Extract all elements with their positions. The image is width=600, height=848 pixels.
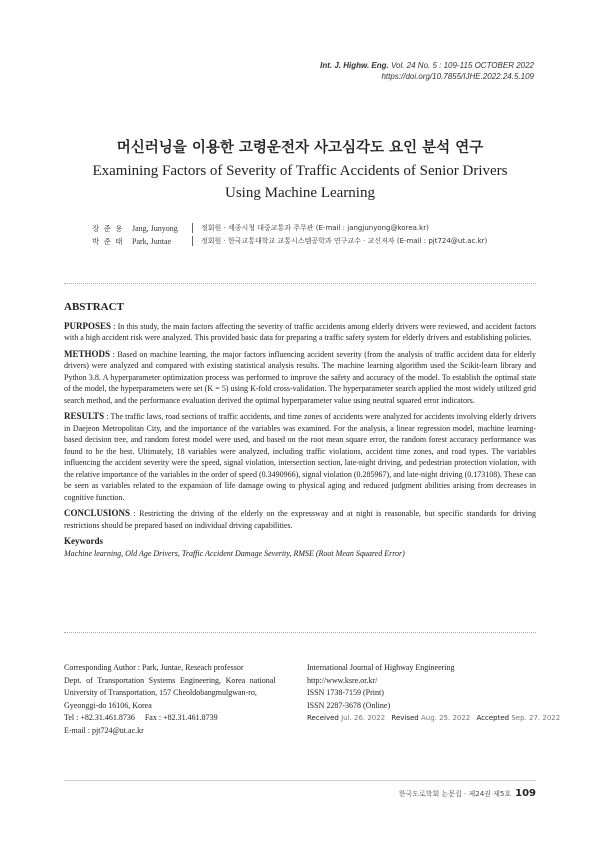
correspondence-line: Gyeonggi-do 16106, Korea [64, 700, 152, 710]
author-separator [192, 223, 201, 233]
results-text: : The traffic laws, road sections of traffic accidents, and time zones of accidents were analyzed for accidents involving elderly drivers in Daejeon Metropolitan City, and the importance of the variables was examined. For the analysis, a linear regression model, machine learning-based decision tree, and random forest model were used, and based on the root mean square error, the random forest accuracy performance was found to be the best. Ultimately, 18 variables were analyzed, including traffic violations, accident time zones, and road types. The variables influencing the accident severity were the speed, signal violation, intersection section, late-night driving, and pedestrian protection violation, with the relative importance of the variables in the order of speed (0.3490966), signal violation (0.285967), and late-night driving (0.173108). These can be seen as variables related to the expansion of life damage owing to physical aging and reduced judgment abilities arising from decreases in cognitive function. [64, 412, 536, 502]
methods-paragraph [64, 349, 536, 407]
journal-info-block [307, 662, 564, 725]
correspondence-email[interactable]: E-mail : pjt724@ut.ac.kr [64, 725, 144, 735]
author-english-name: Park, Juntae [132, 237, 172, 246]
korean-title: 머신러닝을 이용한 고령운전자 사고심각도 요인 분석 연구 [116, 140, 484, 156]
english-title-line1: Examining Factors of Severity of Traffic Accidents of Senior Drivers [92, 163, 508, 179]
keywords-text: Machine learning, Old Age Drivers, Traffic Accident Damage Severity, RMSE (Root Mean Squared Error) [64, 548, 405, 558]
author-affiliation: 정회원 · 한국교통대학교 교통시스템공학과 연구교수 · 교신저자 (E-mail : pjt724@ut.ac.kr) [201, 237, 488, 245]
issn-print: ISSN 1738-7159 (Print) [307, 688, 384, 697]
review-dates [307, 712, 564, 725]
keywords-heading: Keywords [64, 536, 103, 546]
journal-name: International Journal of Highway Engineering [307, 663, 455, 672]
author-affiliation: 정회원 · 세종시청 대중교통과 주무관 (E-mail : jangjunyong@korea.kr) [201, 224, 429, 232]
footer-journal: 한국도로학회 논문집 · 제24권 제5호 [398, 790, 512, 798]
author-english-name: Jang, Junyong [132, 224, 178, 233]
footer-rule [64, 780, 536, 781]
author-row [92, 222, 487, 235]
author-separator [192, 236, 201, 246]
abstract-heading: ABSTRACT [64, 301, 124, 313]
accepted-date: Sep. 27. 2022 [511, 714, 561, 722]
english-title-line2: Using Machine Learning [225, 185, 375, 201]
abstract-section [64, 302, 536, 559]
received-date: Jul. 26. 2022 [341, 714, 386, 722]
correspondence-line: Dept. of Transportation Systems Engineering, Korea national [64, 675, 276, 685]
revised-date: Aug. 25. 2022 [420, 714, 471, 722]
purposes-text: : In this study, the main factors affecting the severity of traffic accidents among elderly drivers were reviewed, and accident factors with a high accident risk were analyzed. This provided basic data for preparing a traffic safety system for elderly drivers and establishing policies. [64, 321, 536, 342]
conclusions-text: : Restricting the driving of the elderly on the expressway and at night is reasonable, but specific standards for driving restrictions should be prepared based on individual driving capabilities. [64, 509, 536, 530]
journal-url[interactable]: http://www.ksre.or.kr/ [307, 675, 378, 685]
english-title [0, 160, 600, 204]
volume-info: Vol. 24 No. 5 : 109-115 OCTOBER 2022 [390, 61, 534, 70]
author-row [92, 235, 487, 248]
methods-text: : Based on machine learning, the major factors influencing accident severity (from the analysis of traffic accident data for elderly drivers) were analyzed and compared with existing statistical analysis results. The machine learning algorithm used the Scikit-learn library and Python 3.8. A hyperparameter optimization process was performed to improve the safety and accuracy of the model. To establish the optimal state of the model, the hyperparameters were set (K = 5) using K-fold cross-validation. The hyperparameter search applied the most widely utilized grid search method, and the performance evaluation derived the optimal hyperparameter value using neutral squared error indicators. [64, 349, 536, 405]
conclusions-label: CONCLUSIONS [64, 508, 131, 518]
divider [64, 632, 536, 633]
received-label: Received [307, 714, 339, 722]
journal-abbrev: Int. J. Highw. Eng. [320, 61, 389, 70]
author-korean-name: 박 준 태 [92, 237, 124, 246]
results-label: RESULTS [64, 411, 105, 421]
conclusions-paragraph [64, 508, 536, 531]
author-list [92, 222, 487, 248]
page-footer [399, 788, 536, 799]
issn-online: ISSN 2287-3678 (Online) [307, 700, 391, 710]
correspondence-line: Corresponding Author : Park, Juntae, Reseach professor [64, 663, 244, 672]
methods-label: METHODS [64, 348, 111, 359]
accepted-label: Accepted [476, 714, 510, 722]
correspondence-line: University of Transportation, 157 Cheoldobangmulgwan-ro, [64, 688, 257, 697]
divider [64, 283, 536, 284]
author-korean-name: 장 준 용 [92, 224, 124, 233]
revised-label: Revised [391, 714, 419, 722]
running-header [320, 60, 534, 82]
purposes-label: PURPOSES [64, 320, 112, 331]
doi-link[interactable]: https://doi.org/10.7855/IJHE.2022.24.5.109 [381, 72, 534, 81]
page-number: 109 [515, 788, 536, 799]
correspondence-line: Tel : +82.31.461.8736 Fax : +82.31.461.8739 [64, 713, 218, 722]
purposes-paragraph [64, 321, 536, 344]
correspondence-block [64, 662, 296, 737]
results-paragraph [64, 411, 536, 503]
